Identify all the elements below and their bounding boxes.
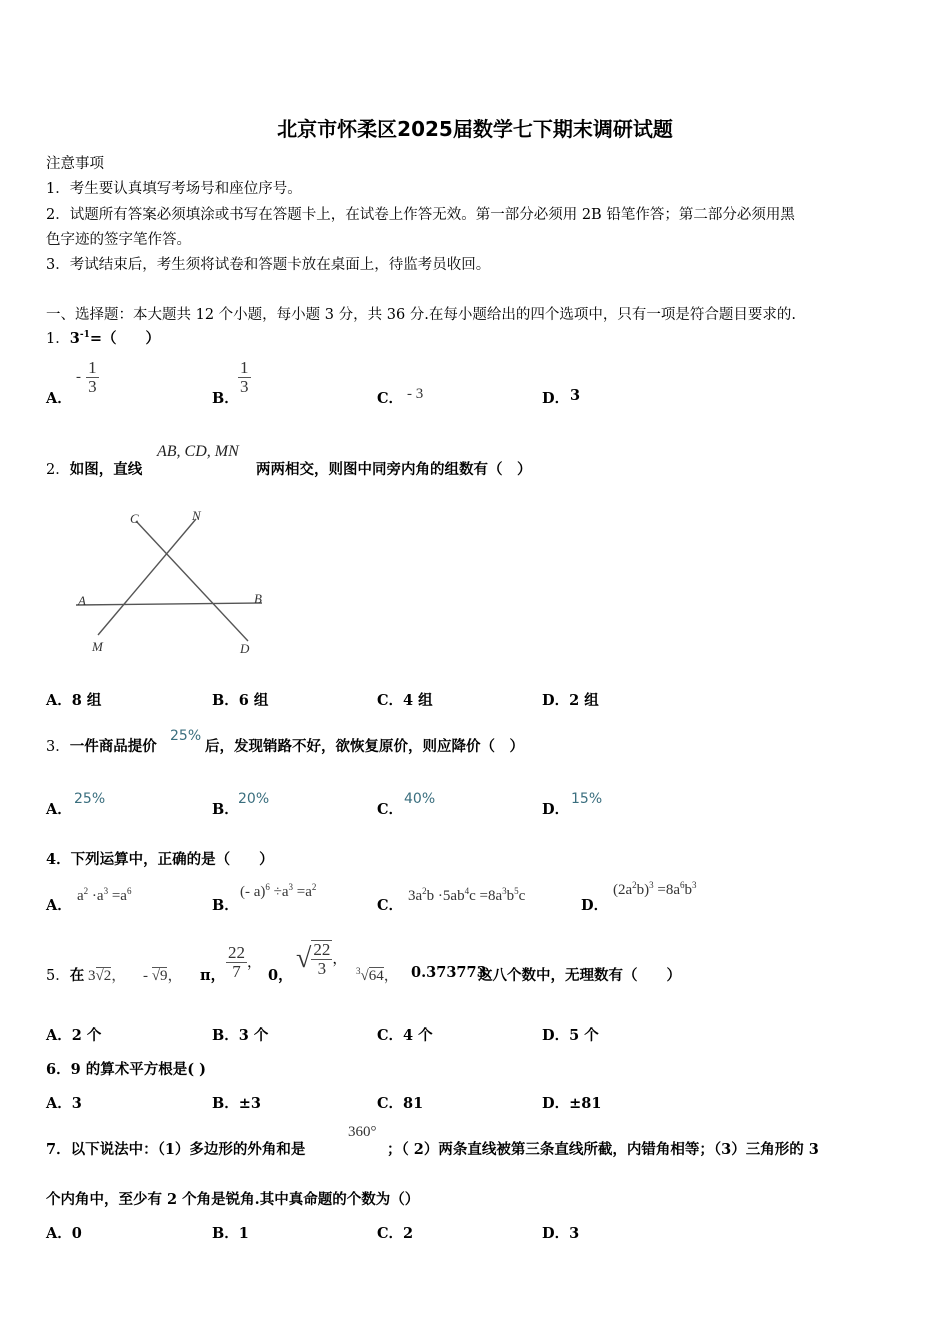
q5-item-cuberoot-64: $^3$√64， <box>356 966 399 984</box>
q7-option-c: C．2 <box>377 1225 414 1242</box>
page-title: 北京市怀柔区2025届数学七下期末调研试题 <box>277 117 673 141</box>
q5-item-22-7: $\frac{22}{7}$ ， <box>228 943 262 981</box>
q1-option-d-value: 3 <box>570 387 581 404</box>
q2-post: 两两相交，则图中同旁内角的组数有（ ） <box>256 461 532 478</box>
q5-post: 这八个数中，无理数有（ ） <box>478 967 681 984</box>
q4-option-c-expr: $3a^2b \cdot 5ab^4c =8a^3b^5c$ <box>408 886 526 904</box>
q3-option-b-value: 20% <box>238 791 270 807</box>
q3-option-d-value: 15% <box>571 791 603 807</box>
q5-pre: 在 <box>69 967 85 984</box>
q3-option-a-value: 25% <box>74 791 106 807</box>
q5-option-c: C．4 个 <box>377 1027 433 1044</box>
q7-option-b: B．1 <box>212 1225 249 1242</box>
notice-item-1: 1．考生要认真填写考场号和座位序号。 <box>46 181 302 197</box>
q5-item-zero: 0， <box>268 967 293 984</box>
q1-option-c-value: - 3 <box>407 386 424 402</box>
q7-stem-line2: 个内角中，至少有 2 个角是锐角.其中真命题的个数为（） <box>46 1191 420 1208</box>
q5-item-decimal: 0.373773 <box>411 964 487 981</box>
q1-exponent: -1 <box>79 330 90 341</box>
label-b: B <box>254 591 262 606</box>
q5-option-b: B．3 个 <box>212 1027 269 1044</box>
q5-option-d: D．5 个 <box>542 1027 599 1044</box>
q7-option-d: D．3 <box>542 1225 580 1242</box>
q2-number: 2． <box>46 462 70 478</box>
q1-option-a-value <box>76 359 99 396</box>
q5-number: 5． <box>46 968 70 984</box>
q1-number: 1． <box>46 331 70 347</box>
question-4-stem: 4．下列运算中，正确的是（ ） <box>46 851 274 868</box>
q1-a-denominator: 3 <box>88 377 97 396</box>
q4-option-b-label: B． <box>212 897 239 914</box>
q1-stem-text: =（ ） <box>89 330 160 347</box>
q6-option-d: D．±81 <box>542 1095 602 1112</box>
question-2-stem <box>46 458 142 479</box>
q3-option-d-label: D． <box>542 801 570 818</box>
q4-option-a-expr: $a^2 \cdot a^3 =a^6$ <box>77 886 132 904</box>
q1-base: 3 <box>69 330 80 347</box>
section-heading: 一、选择题：本大题共 12 个小题，每小题 3 分，共 36 分.在每小题给出的四个选项中，只有一项是符合题目要求的. <box>46 307 796 323</box>
question-7-stem: 7．以下说法中：（1）多边形的外角和是 <box>46 1141 306 1158</box>
q1-option-d-label: D． <box>542 390 570 407</box>
q2-figure <box>70 505 270 660</box>
question-6-stem: 6．9 的算术平方根是( ) <box>46 1061 206 1078</box>
q6-option-b: B．±3 <box>212 1095 261 1112</box>
q4-option-d-expr: $(2a^2b)^3 =8a^6b^3$ <box>613 880 697 898</box>
q3-option-c-value: 40% <box>404 791 436 807</box>
q3-number: 3． <box>46 739 70 755</box>
q5-item-pi: π， <box>200 967 226 984</box>
label-n: N <box>192 508 201 523</box>
q1-b-denominator: 3 <box>240 377 249 396</box>
q4-option-c-label: C． <box>377 897 404 914</box>
q3-option-c-label: C． <box>377 801 404 818</box>
line-cd <box>136 521 248 641</box>
q5-item-3-root2: 3√2， <box>88 968 127 984</box>
question-3-stem <box>46 735 157 756</box>
q1-option-b-value <box>238 359 251 396</box>
question-5-stem <box>46 964 84 985</box>
q1-b-numerator: 1 <box>240 358 249 377</box>
q1-option-a-label: A． <box>46 390 72 407</box>
q7-option-a: A．0 <box>46 1225 82 1242</box>
q3-option-a-label: A． <box>46 801 72 818</box>
q6-option-c: C．81 <box>377 1095 424 1112</box>
q1-option-b-label: B． <box>212 390 239 407</box>
q2-option-d: D．2 组 <box>542 692 599 709</box>
q5-item-neg-root9: - √9， <box>143 968 183 984</box>
notice-item-3: 3．考试结束后，考生须将试卷和答题卡放在桌面上，待监考员收回。 <box>46 257 491 273</box>
q2-option-a: A．8 组 <box>46 692 102 709</box>
q4-option-b-expr: (- $a)^6 \div a^3 =a^2$ <box>240 882 317 900</box>
line-mn <box>98 519 196 635</box>
q2-option-b: B．6 组 <box>212 692 269 709</box>
q2-option-c: C．4 组 <box>377 692 433 709</box>
label-m: M <box>92 639 103 654</box>
q3-percent: 25% <box>170 728 202 744</box>
q7-stem-rest: ；（ 2）两条直线被第三条直线所截，内错角相等；（3）三角形的 3 <box>387 1141 819 1158</box>
label-d: D <box>240 641 250 656</box>
q3-option-b-label: B． <box>212 801 239 818</box>
label-a: A <box>78 593 86 608</box>
q1-option-c-label: C． <box>377 390 404 407</box>
q1-a-sign: - <box>76 369 81 385</box>
q1-a-numerator: 1 <box>88 358 97 377</box>
notice-item-2: 2．试题所有答案必须填涂或书写在答题卡上，在试卷上作答无效。第一部分必须用 2B 铅笔作答；第二部分必须用黑 <box>46 207 795 223</box>
q2-lines-math: AB, CD, MN <box>157 443 239 460</box>
q2-pre: 如图，直线 <box>69 461 143 478</box>
q5-option-a: A．2 个 <box>46 1027 102 1044</box>
q6-option-a: A．3 <box>46 1095 82 1112</box>
q4-option-a-label: A． <box>46 897 72 914</box>
q3-post: 后，发现销路不好，欲恢复原价，则应降价（ ） <box>205 738 524 755</box>
q5-item-root-22-3: √ $\frac{22}{3}$ ， <box>296 940 347 978</box>
label-c: C <box>130 511 139 526</box>
question-1-stem <box>46 327 160 348</box>
notice-item-2-cont: 色字迹的签字笔作答。 <box>46 232 191 248</box>
q3-pre: 一件商品提价 <box>69 738 157 755</box>
q7-degree: 360° <box>348 1124 377 1140</box>
notice-heading: 注意事项 <box>46 156 104 172</box>
line-ab <box>76 603 262 605</box>
q4-option-d-label: D． <box>581 897 609 914</box>
